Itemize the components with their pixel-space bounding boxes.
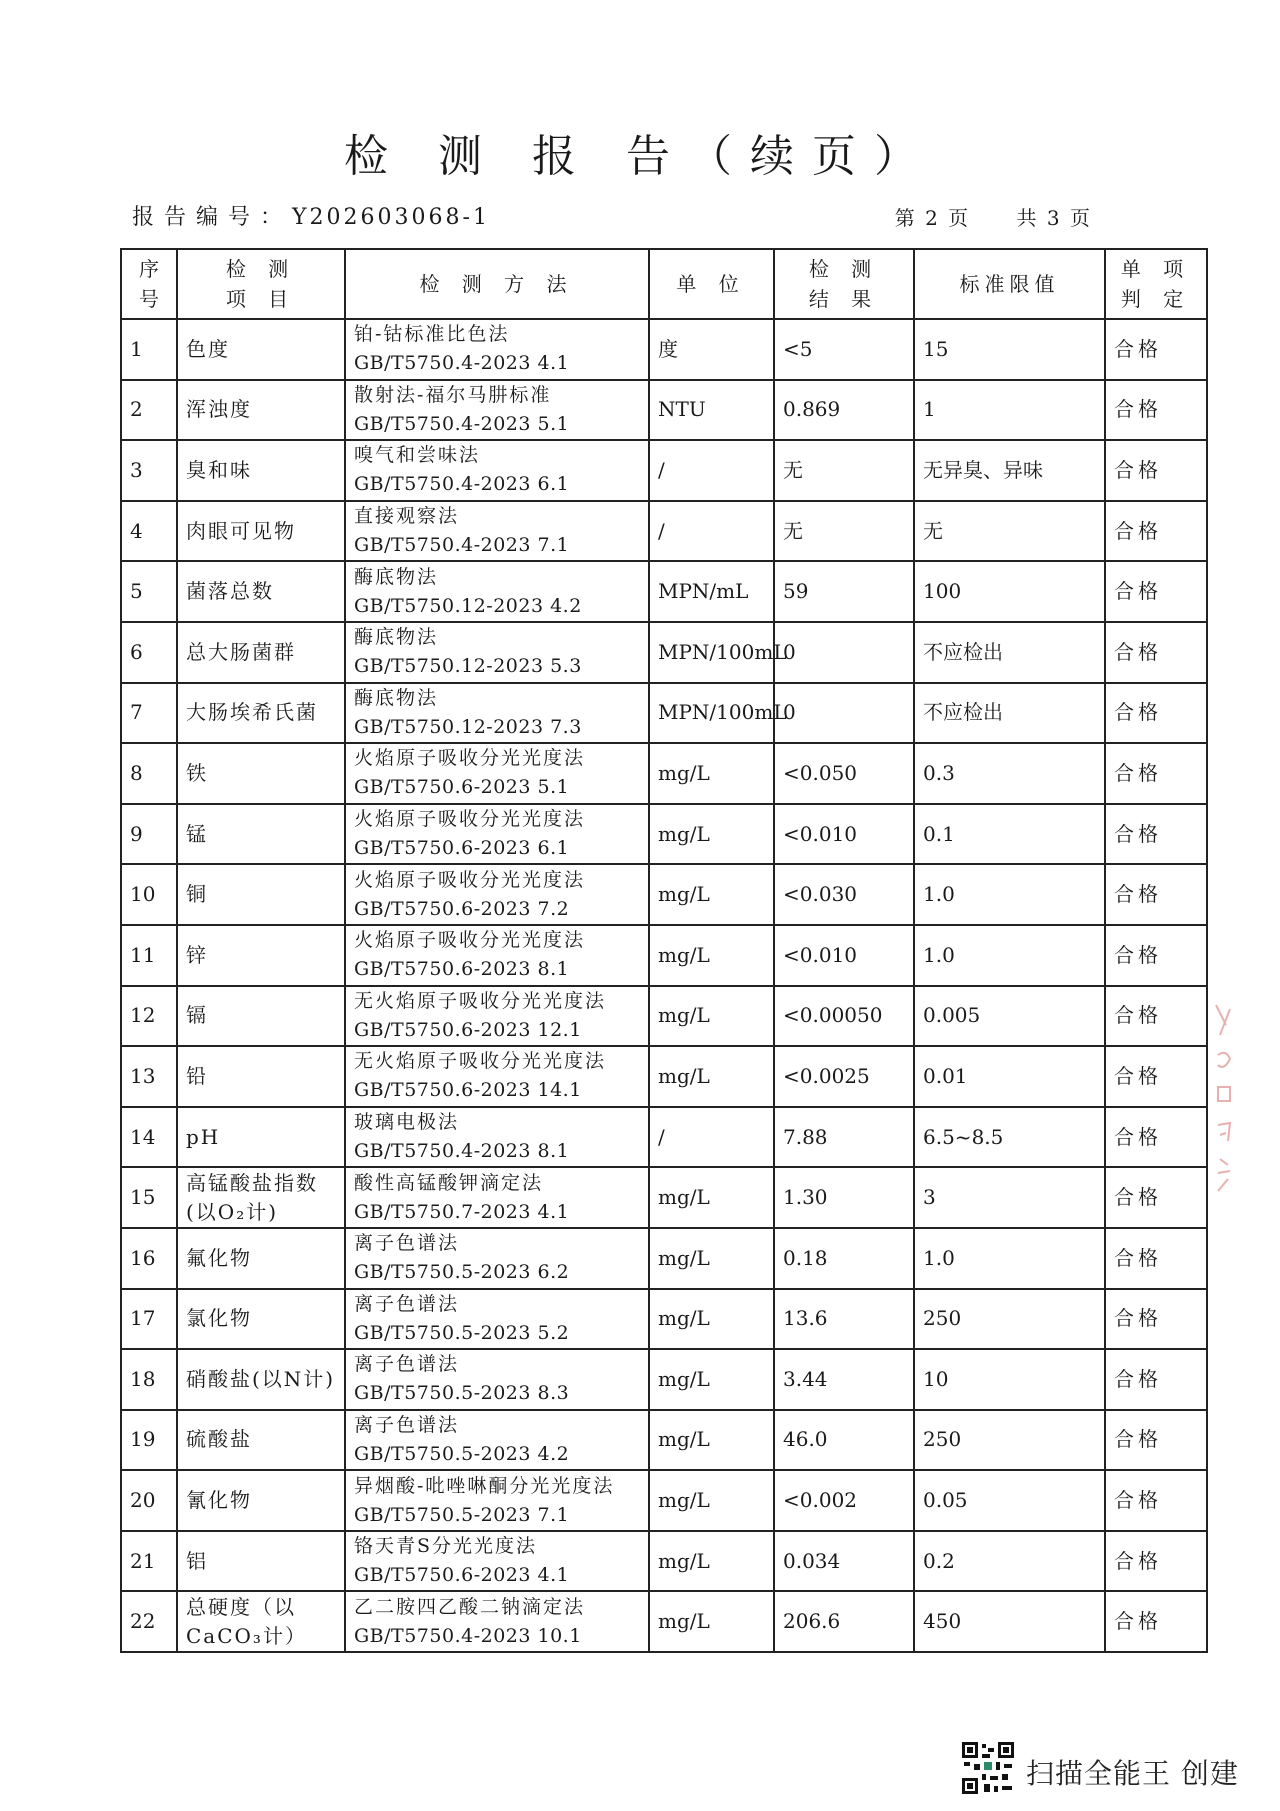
cell-item: 大肠埃希氏菌	[177, 683, 345, 744]
report-number-label: 报告编号：	[132, 205, 293, 230]
cell-verdict: 合格	[1105, 864, 1207, 925]
cell-sn: 14	[121, 1107, 177, 1168]
method-standard: GB/T5750.6-2023 12.1	[354, 1018, 582, 1041]
cell-result: 1.30	[774, 1167, 914, 1228]
cell-limit: 6.5~8.5	[914, 1107, 1105, 1168]
cell-limit: 0.01	[914, 1046, 1105, 1107]
cell-method	[345, 1470, 649, 1531]
cell-item: 氟化物	[177, 1228, 345, 1289]
method-name: 无火焰原子吸收分光光度法	[354, 989, 607, 1012]
table-row	[121, 319, 1207, 380]
cell-unit: mg/L	[649, 1591, 774, 1652]
cell-limit: 1.0	[914, 864, 1105, 925]
cell-method	[345, 561, 649, 622]
page-current: 第 2 页	[894, 206, 971, 230]
cell-limit: 0.2	[914, 1531, 1105, 1592]
cell-item: 镉	[177, 986, 345, 1047]
cell-unit: MPN/100mL	[649, 683, 774, 744]
table-row	[121, 1107, 1207, 1168]
table-row	[121, 440, 1207, 501]
cell-sn: 11	[121, 925, 177, 986]
cell-limit: 3	[914, 1167, 1105, 1228]
method-name: 酶底物法	[354, 626, 439, 649]
cell-verdict: 合格	[1105, 622, 1207, 683]
footer-text: 扫描全能王 创建	[1026, 1757, 1239, 1790]
header-verdict: 单 项 判 定	[1105, 249, 1207, 319]
cell-unit: mg/L	[649, 1531, 774, 1592]
method-name: 直接观察法	[354, 505, 460, 528]
method-standard: GB/T5750.6-2023 8.1	[354, 958, 570, 981]
cell-item: 浑浊度	[177, 380, 345, 441]
table-row	[121, 743, 1207, 804]
method-standard: GB/T5750.12-2023 4.2	[354, 594, 582, 617]
method-standard: GB/T5750.4-2023 7.1	[354, 534, 570, 557]
cell-verdict: 合格	[1105, 683, 1207, 744]
method-standard: GB/T5750.7-2023 4.1	[354, 1200, 570, 1223]
method-standard: GB/T5750.6-2023 7.2	[354, 897, 570, 920]
cell-method	[345, 1289, 649, 1350]
method-name: 火焰原子吸收分光光度法	[354, 808, 586, 831]
method-name: 散射法-福尔马肼标准	[354, 383, 552, 406]
table-row	[121, 804, 1207, 865]
cell-item: 锰	[177, 804, 345, 865]
cell-item: 肉眼可见物	[177, 501, 345, 562]
method-name: 离子色谱法	[354, 1413, 460, 1436]
cell-verdict: 合格	[1105, 1531, 1207, 1592]
method-name: 酸性高锰酸钾滴定法	[354, 1171, 544, 1194]
table-row	[121, 1470, 1207, 1531]
cell-limit: 450	[914, 1591, 1105, 1652]
method-standard: GB/T5750.6-2023 6.1	[354, 837, 570, 860]
cell-item: 锌	[177, 925, 345, 986]
cell-result: <0.010	[774, 925, 914, 986]
cell-item: 菌落总数	[177, 561, 345, 622]
cell-item: 硝酸盐(以N计)	[177, 1349, 345, 1410]
cell-sn: 1	[121, 319, 177, 380]
method-name: 酶底物法	[354, 686, 439, 709]
cell-method	[345, 1591, 649, 1652]
header-item: 检 测 项 目	[177, 249, 345, 319]
cell-unit: MPN/mL	[649, 561, 774, 622]
table-row	[121, 561, 1207, 622]
report-number-value: Y202603068-1	[292, 205, 490, 230]
cell-verdict: 合格	[1105, 1349, 1207, 1410]
report-number	[132, 200, 490, 231]
cell-result: <0.002	[774, 1470, 914, 1531]
table-row	[121, 1531, 1207, 1592]
cell-unit: mg/L	[649, 804, 774, 865]
cell-unit: 度	[649, 319, 774, 380]
method-name: 离子色谱法	[354, 1353, 460, 1376]
cell-limit: 0.05	[914, 1470, 1105, 1531]
table-row	[121, 1228, 1207, 1289]
cell-result: 59	[774, 561, 914, 622]
cell-verdict: 合格	[1105, 1046, 1207, 1107]
cell-sn: 3	[121, 440, 177, 501]
cell-verdict: 合格	[1105, 561, 1207, 622]
cell-unit: mg/L	[649, 1228, 774, 1289]
cell-unit: mg/L	[649, 1349, 774, 1410]
cell-method	[345, 319, 649, 380]
method-standard: GB/T5750.6-2023 14.1	[354, 1079, 582, 1102]
cell-sn: 15	[121, 1167, 177, 1228]
cell-limit: 250	[914, 1289, 1105, 1350]
cell-result: 0.869	[774, 380, 914, 441]
method-name: 乙二胺四乙酸二钠滴定法	[354, 1595, 586, 1618]
cell-method	[345, 1349, 649, 1410]
cell-limit: 250	[914, 1410, 1105, 1471]
cell-unit: /	[649, 440, 774, 501]
method-name: 离子色谱法	[354, 1232, 460, 1255]
cell-unit: mg/L	[649, 925, 774, 986]
cell-verdict: 合格	[1105, 804, 1207, 865]
cell-sn: 20	[121, 1470, 177, 1531]
cell-limit: 15	[914, 319, 1105, 380]
header-result: 检 测 结 果	[774, 249, 914, 319]
cell-limit: 0.005	[914, 986, 1105, 1047]
cell-result: <0.0025	[774, 1046, 914, 1107]
page-title: 检 测 报 告（续页）	[344, 131, 936, 182]
cell-item: 总大肠菌群	[177, 622, 345, 683]
cell-method	[345, 440, 649, 501]
cell-method	[345, 925, 649, 986]
cell-sn: 17	[121, 1289, 177, 1350]
method-name: 无火焰原子吸收分光光度法	[354, 1050, 607, 1073]
method-standard: GB/T5750.6-2023 5.1	[354, 776, 570, 799]
cell-unit: /	[649, 1107, 774, 1168]
method-name: 嗅气和尝味法	[354, 444, 481, 467]
cell-result: 206.6	[774, 1591, 914, 1652]
results-table	[120, 248, 1208, 1653]
cell-sn: 19	[121, 1410, 177, 1471]
method-name: 玻璃电极法	[354, 1111, 460, 1134]
method-standard: GB/T5750.4-2023 6.1	[354, 473, 570, 496]
cell-method	[345, 1410, 649, 1471]
cell-item: 铜	[177, 864, 345, 925]
cell-item: 氯化物	[177, 1289, 345, 1350]
cell-result: 无	[774, 440, 914, 501]
cell-unit: MPN/100mL	[649, 622, 774, 683]
cell-limit: 无	[914, 501, 1105, 562]
cell-sn: 2	[121, 380, 177, 441]
stamp-seal-fragment	[1212, 995, 1236, 1205]
cell-result: <0.030	[774, 864, 914, 925]
page-total: 共 3 页	[1016, 206, 1092, 230]
report-meta	[132, 200, 1190, 236]
table-header-row	[121, 249, 1207, 319]
cell-unit: mg/L	[649, 743, 774, 804]
cell-item: pH	[177, 1107, 345, 1168]
cell-limit: 1	[914, 380, 1105, 441]
cell-limit: 100	[914, 561, 1105, 622]
cell-verdict: 合格	[1105, 1470, 1207, 1531]
cell-unit: mg/L	[649, 1167, 774, 1228]
cell-limit: 1.0	[914, 1228, 1105, 1289]
table-row	[121, 1410, 1207, 1471]
cell-unit: mg/L	[649, 986, 774, 1047]
table-row	[121, 1167, 1207, 1228]
method-standard: GB/T5750.5-2023 8.3	[354, 1382, 570, 1405]
method-name: 铂-钴标准比色法	[354, 323, 510, 346]
cell-unit: mg/L	[649, 1470, 774, 1531]
cell-limit: 0.1	[914, 804, 1105, 865]
cell-method	[345, 1046, 649, 1107]
table-body	[121, 319, 1207, 1652]
method-standard: GB/T5750.5-2023 6.2	[354, 1261, 570, 1284]
cell-verdict: 合格	[1105, 440, 1207, 501]
cell-item: 铝	[177, 1531, 345, 1592]
cell-method	[345, 501, 649, 562]
cell-verdict: 合格	[1105, 1107, 1207, 1168]
cell-result: 7.88	[774, 1107, 914, 1168]
cell-method	[345, 1228, 649, 1289]
cell-item: 硫酸盐	[177, 1410, 345, 1471]
method-standard: GB/T5750.5-2023 4.2	[354, 1442, 570, 1465]
method-standard: GB/T5750.4-2023 4.1	[354, 352, 570, 375]
cell-result: 0	[774, 683, 914, 744]
stamp-seal-icon	[1212, 995, 1236, 1205]
cell-item: 高锰酸盐指数(以O₂计)	[177, 1167, 345, 1228]
cell-verdict: 合格	[1105, 743, 1207, 804]
cell-unit: mg/L	[649, 864, 774, 925]
cell-item: 臭和味	[177, 440, 345, 501]
cell-verdict: 合格	[1105, 1591, 1207, 1652]
cell-result: <5	[774, 319, 914, 380]
page-indicator	[887, 202, 1092, 231]
cell-result: 无	[774, 501, 914, 562]
cell-result: 0.18	[774, 1228, 914, 1289]
table-row	[121, 622, 1207, 683]
table-row	[121, 986, 1207, 1047]
cell-verdict: 合格	[1105, 1167, 1207, 1228]
table-row	[121, 683, 1207, 744]
cell-method	[345, 743, 649, 804]
cell-unit: NTU	[649, 380, 774, 441]
cell-verdict: 合格	[1105, 501, 1207, 562]
cell-limit: 0.3	[914, 743, 1105, 804]
method-standard: GB/T5750.6-2023 4.1	[354, 1564, 570, 1587]
cell-method	[345, 864, 649, 925]
cell-result: 0.034	[774, 1531, 914, 1592]
table-row	[121, 380, 1207, 441]
header-unit: 单 位	[649, 249, 774, 319]
header-method: 检 测 方 法	[345, 249, 649, 319]
cell-sn: 13	[121, 1046, 177, 1107]
qr-code-icon	[960, 1740, 1016, 1796]
cell-item: 氰化物	[177, 1470, 345, 1531]
cell-method	[345, 1531, 649, 1592]
cell-item: 铁	[177, 743, 345, 804]
cell-result: 0	[774, 622, 914, 683]
cell-verdict: 合格	[1105, 1410, 1207, 1471]
method-name: 火焰原子吸收分光光度法	[354, 929, 586, 952]
method-standard: GB/T5750.4-2023 5.1	[354, 412, 570, 435]
cell-item: 色度	[177, 319, 345, 380]
table-row	[121, 1046, 1207, 1107]
method-name: 酶底物法	[354, 565, 439, 588]
cell-limit: 不应检出	[914, 683, 1105, 744]
cell-limit: 10	[914, 1349, 1105, 1410]
cell-sn: 4	[121, 501, 177, 562]
table-row	[121, 864, 1207, 925]
footer-watermark	[960, 1740, 1260, 1796]
cell-limit: 1.0	[914, 925, 1105, 986]
cell-sn: 7	[121, 683, 177, 744]
cell-item: 总硬度（以CaCO₃计）	[177, 1591, 345, 1652]
cell-sn: 8	[121, 743, 177, 804]
header-sn: 序 号	[121, 249, 177, 319]
method-standard: GB/T5750.4-2023 10.1	[354, 1624, 582, 1647]
cell-result: <0.010	[774, 804, 914, 865]
method-standard: GB/T5750.12-2023 5.3	[354, 655, 582, 678]
table-row	[121, 1349, 1207, 1410]
method-name: 火焰原子吸收分光光度法	[354, 868, 586, 891]
method-name: 火焰原子吸收分光光度法	[354, 747, 586, 770]
method-standard: GB/T5750.12-2023 7.3	[354, 715, 582, 738]
method-standard: GB/T5750.5-2023 7.1	[354, 1503, 570, 1526]
cell-sn: 5	[121, 561, 177, 622]
cell-verdict: 合格	[1105, 319, 1207, 380]
cell-method	[345, 1167, 649, 1228]
cell-method	[345, 804, 649, 865]
cell-sn: 22	[121, 1591, 177, 1652]
method-name: 离子色谱法	[354, 1292, 460, 1315]
cell-result: <0.050	[774, 743, 914, 804]
cell-method	[345, 1107, 649, 1168]
cell-method	[345, 622, 649, 683]
cell-sn: 10	[121, 864, 177, 925]
cell-sn: 21	[121, 1531, 177, 1592]
table-row	[121, 1289, 1207, 1350]
cell-verdict: 合格	[1105, 1289, 1207, 1350]
cell-method	[345, 986, 649, 1047]
cell-result: 13.6	[774, 1289, 914, 1350]
cell-method	[345, 683, 649, 744]
cell-unit: mg/L	[649, 1410, 774, 1471]
cell-sn: 6	[121, 622, 177, 683]
cell-sn: 9	[121, 804, 177, 865]
header-limit: 标准限值	[914, 249, 1105, 319]
cell-sn: 12	[121, 986, 177, 1047]
cell-unit: mg/L	[649, 1046, 774, 1107]
cell-verdict: 合格	[1105, 986, 1207, 1047]
method-name: 异烟酸-吡唑啉酮分光光度法	[354, 1474, 615, 1497]
cell-verdict: 合格	[1105, 380, 1207, 441]
cell-unit: mg/L	[649, 1289, 774, 1350]
cell-limit: 不应检出	[914, 622, 1105, 683]
cell-result: 46.0	[774, 1410, 914, 1471]
cell-limit: 无异臭、异味	[914, 440, 1105, 501]
table-row	[121, 501, 1207, 562]
cell-verdict: 合格	[1105, 925, 1207, 986]
cell-unit: /	[649, 501, 774, 562]
cell-method	[345, 380, 649, 441]
method-standard: GB/T5750.5-2023 5.2	[354, 1321, 570, 1344]
cell-item: 铅	[177, 1046, 345, 1107]
cell-result: <0.00050	[774, 986, 914, 1047]
cell-sn: 16	[121, 1228, 177, 1289]
cell-result: 3.44	[774, 1349, 914, 1410]
method-name: 铬天青S分光光度法	[354, 1535, 538, 1558]
table-row	[121, 925, 1207, 986]
table-row	[121, 1591, 1207, 1652]
cell-verdict: 合格	[1105, 1228, 1207, 1289]
cell-sn: 18	[121, 1349, 177, 1410]
method-standard: GB/T5750.4-2023 8.1	[354, 1140, 570, 1163]
